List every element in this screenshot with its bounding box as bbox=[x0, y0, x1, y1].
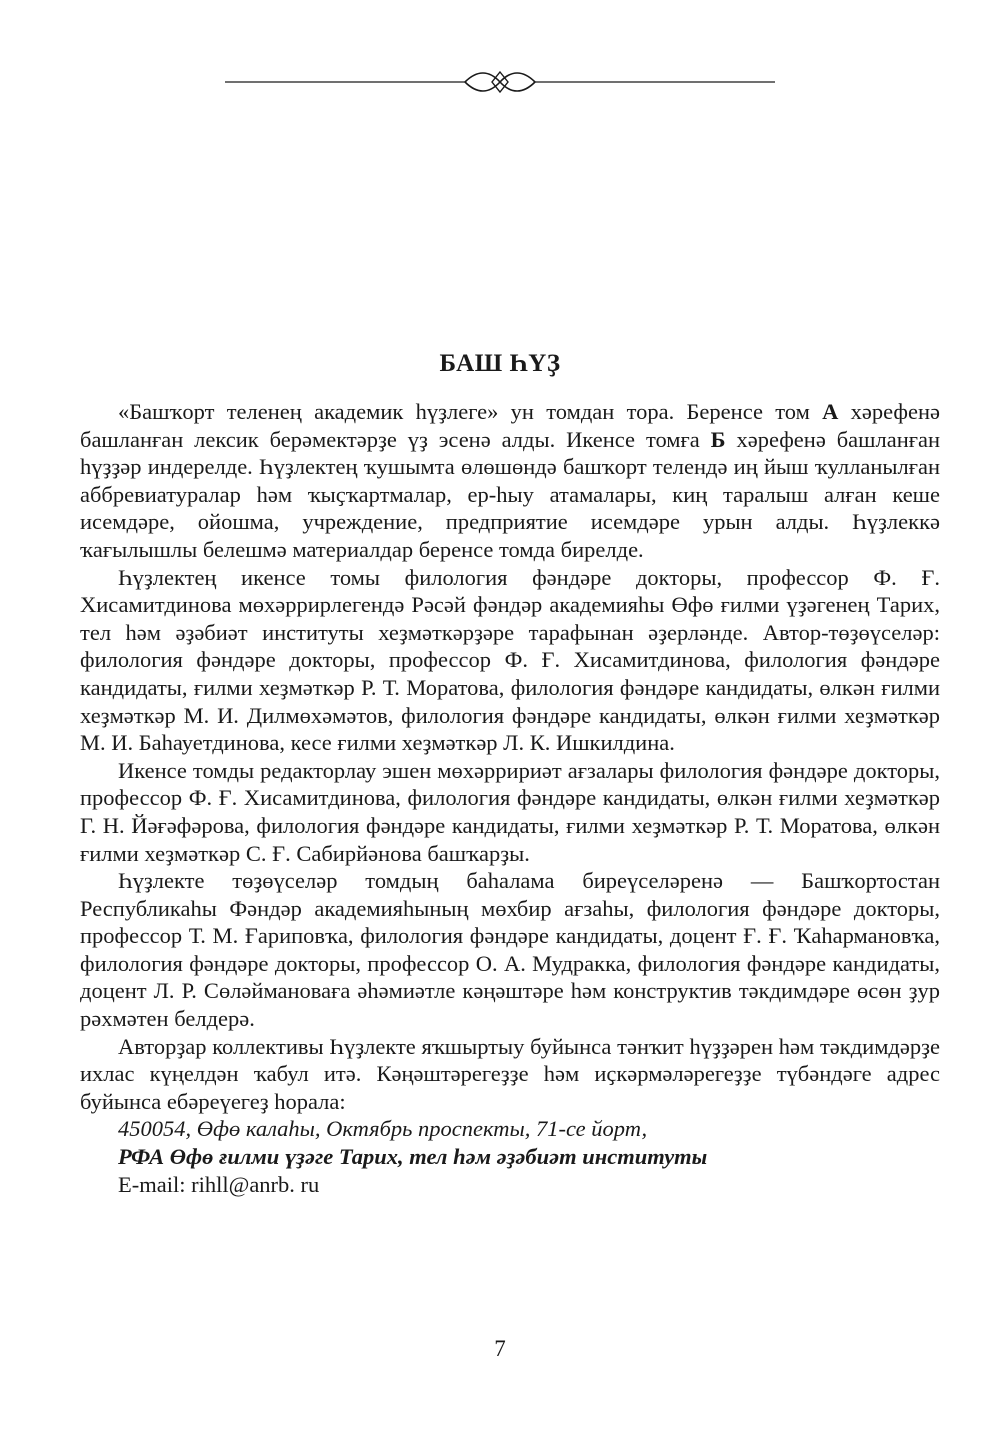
paragraph-1-part-1: «Башҡорт теленең академик һүҙлеге» ун томдан тора. Беренсе том bbox=[118, 399, 823, 424]
paragraph-2: Һүҙлектең икенсе томы филология фәндәре докторы, профессор Ф. Ғ. Хисамитдинова мөхәррирлегендә Рәсәй фәндәр академияһы Өфө ғилми үҙәгенең Тарих, тел һәм әҙәбиәт институты хеҙмәткәрҙәре тарафынан әҙерләнде. Автор-төҙөүселәр: филология фәндәре докторы, профессор Ф. Ғ. Хисамитдинова, филология фәндәре кандидаты, ғилми хеҙмәткәр Р. Т. Моратова, филология фәндәре кандидаты, өлкән ғилми хеҙмәткәр М. И. Дилмөхәмәтов, филология фәндәре кандидаты, өлкән ғилми хеҙмәткәр М. И. Баһауетдинова, кесе ғилми хеҙмәткәр Л. К. Ишкилдина. bbox=[80, 564, 940, 756]
letter-b: Б bbox=[710, 426, 726, 452]
paragraph-5: Авторҙар коллективы Һүҙлекте яҡшыртыу буйынса тәнҡит һүҙҙәрен һәм тәкдимдәрҙе ихлас күңелдән ҡабул итә. Кәңәштәрегеҙҙе һәм иҫкәрмәләрегеҙҙе түбәндәге адрес буйынса ебәреүегеҙ һорала: bbox=[80, 1033, 940, 1114]
letter-a: А bbox=[822, 399, 839, 424]
paragraph-3: Икенсе томды редакторлау эшен мөхәрририәт ағзалары филология фәндәре докторы, профессор Ф. Ғ. Хисамитдинова, филология фәндәре кандидаты, өлкән ғилми хеҙмәткәр Г. Н. Йәғәфәрова, филология фәндәре кандидаты, ғилми хеҙмәткәр Р. Т. Моратова, өлкән ғилми хеҙмәткәр С. Ғ. Сабирйәнова башҡарҙы. bbox=[80, 757, 940, 866]
ornament-divider bbox=[225, 64, 775, 100]
paragraph-4: Һүҙлекте төҙөүселәр томдың баһалама биреүселәренә — Башҡортостан Республикаһы Фәндәр академияһының мөхбир ағзаһы, филология фәндәре докторы, профессор Т. М. Ғариповҡа, филология фәндәре кандидаты, доцент Ғ. Ғ. Ҡаһармановҡа, филология фәндәре докторы, профессор О. А. Мудракка, филология фәндәре кандидаты, доцент Л. Р. Сөләймановаға әһәмиәтле кәңәштәре һәм конструктив тәкдимдәре өсөн ҙур рәхмәтен белдерә. bbox=[80, 868, 940, 1032]
paragraph-1 bbox=[80, 398, 940, 564]
page-title: БАШ ҺҮҘ bbox=[439, 350, 561, 377]
page-number: 7 bbox=[494, 1336, 506, 1361]
paragraph-1-part-3: хәрефенә башланған һүҙҙәр индерелде. Һүҙлектең ҡушымта өлөшөндә башҡорт телендә иң йыш ҡулланылған аббревиатуралар һәм ҡыҫҡартмалар, ер-һыу атамалары, киң таралыш алған кеше исемдәре, ойошма, учреждение, предприятие исемдәре урын алды. Һүҙлеккә ҡағылышлы белешмә материалдар беренсе томда бирелде. bbox=[80, 426, 940, 562]
address-email[interactable]: E-mail: rihll@anrb. ru bbox=[118, 1171, 320, 1197]
paragraph-1-part-2: хәрефенә башланған лексик берәмектәрҙе үҙ эсенә алды. Икенсе томға bbox=[80, 399, 941, 452]
address-institute: РФА Өфө ғилми үҙәге Тарих, тел һәм әҙәбиәт институты bbox=[118, 1144, 708, 1170]
body-text bbox=[80, 398, 940, 1198]
address-street: 450054, Өфө калаһы, Октябрь проспекты, 71-се йорт, bbox=[118, 1116, 648, 1142]
